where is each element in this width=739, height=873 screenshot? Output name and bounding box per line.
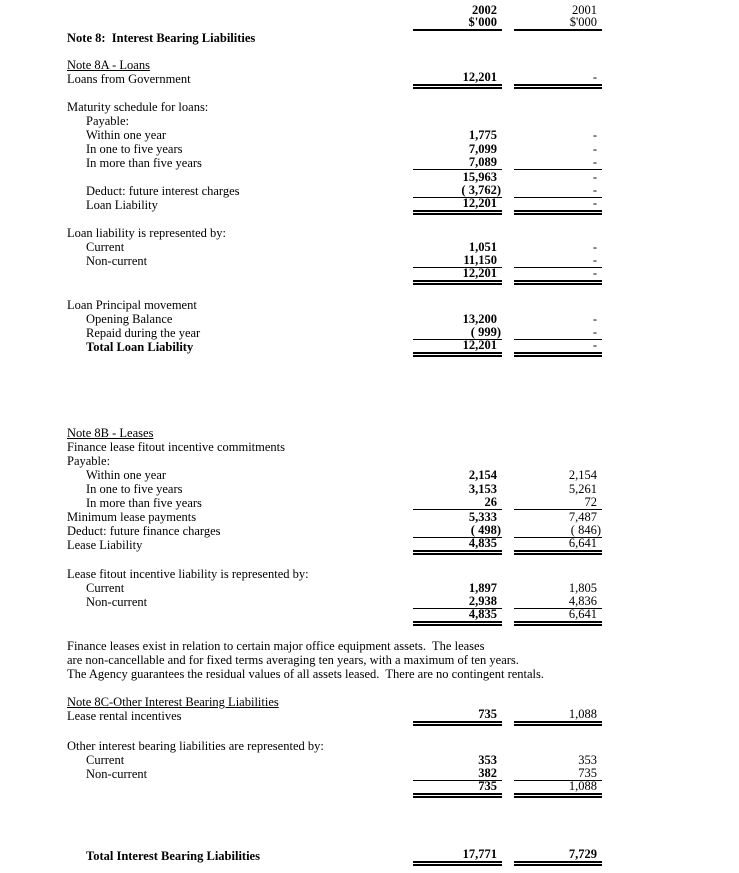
table-row	[0, 142, 602, 156]
value-2001: -	[514, 326, 602, 340]
value-2001: -	[592, 312, 597, 326]
row-label: Minimum lease payments	[67, 510, 197, 524]
row-label: Finance lease fitout incentive commitments	[67, 440, 285, 454]
value-2001: -	[592, 240, 597, 254]
value-2001: 1,088	[514, 708, 602, 723]
row-label: Finance leases exist in relation to certain major office equipment assets. The leases	[67, 639, 485, 653]
value-2001: 735	[514, 767, 602, 781]
value-2001: 4,836	[514, 595, 602, 609]
table-row	[0, 709, 602, 723]
row-label: Loans from Government	[67, 72, 191, 86]
row-label: Current	[86, 753, 125, 767]
value-2001: 2,154	[568, 468, 597, 482]
text-row	[0, 639, 602, 653]
value-2001: -	[514, 156, 602, 170]
row-label: In more than five years	[86, 156, 202, 170]
value-2002: 11,150	[413, 254, 502, 268]
spacer	[0, 795, 739, 849]
value-2001: -	[592, 142, 597, 156]
value-2002: 3,153	[468, 482, 497, 496]
value-2002: 15,963	[462, 170, 497, 184]
row-label: Non-current	[86, 595, 148, 609]
table-row	[0, 198, 602, 212]
text-row	[0, 567, 602, 581]
value-2001: -	[514, 184, 602, 198]
row-label: In one to five years	[86, 482, 183, 496]
grand-total-row	[0, 849, 602, 863]
table-row	[0, 72, 602, 86]
row-label: Non-current	[86, 254, 148, 268]
value-2001: -	[514, 267, 602, 282]
table-row	[0, 340, 602, 354]
table-row	[0, 240, 602, 254]
row-label: Repaid during the year	[86, 326, 201, 340]
table-row	[0, 156, 602, 170]
row-label: Loan Principal movement	[67, 298, 197, 312]
row-label: Deduct: future interest charges	[86, 184, 240, 198]
value-2001: 6,641	[514, 537, 602, 552]
table-row	[0, 538, 602, 552]
spacer	[0, 45, 739, 58]
value-2001: 353	[578, 753, 597, 767]
row-label: Opening Balance	[86, 312, 173, 326]
value-2002: 13,200	[462, 312, 497, 326]
row-label: Other interest bearing liabilities are represented by:	[67, 739, 324, 753]
value-2002: 735	[413, 708, 502, 723]
section-heading-row	[0, 58, 602, 72]
value-2002: 12,201	[413, 267, 502, 282]
header-unit-row	[0, 17, 602, 31]
table-row	[0, 781, 602, 795]
header-year-row	[0, 3, 602, 17]
value-2002: 7,089	[413, 156, 502, 170]
table-row	[0, 170, 602, 184]
section-heading: Note 8C-Other Interest Bearing Liabilities	[67, 695, 279, 709]
value-2001: -	[514, 254, 602, 268]
value-2002: 7,099	[468, 142, 497, 156]
value-2002: 1,775	[468, 128, 497, 142]
spacer	[0, 552, 739, 567]
value-2001: -	[514, 197, 602, 212]
value-2001: 7,729	[514, 848, 602, 863]
spacer	[0, 723, 739, 739]
table-row	[0, 581, 602, 595]
row-label: Payable:	[67, 454, 111, 468]
row-label: Payable:	[86, 114, 130, 128]
spacer	[0, 86, 739, 100]
value-2001: 1,088	[514, 780, 602, 795]
value-2002: ( 498)	[413, 524, 502, 538]
spacer	[0, 623, 739, 639]
row-label: Lease Liability	[67, 538, 143, 552]
table-row	[0, 496, 602, 510]
value-2001: 72	[514, 496, 602, 510]
text-row	[0, 100, 602, 114]
value-2001: 6,641	[514, 608, 602, 623]
value-2002: ( 999)	[413, 326, 502, 340]
table-row	[0, 128, 602, 142]
row-label: Total Loan Liability	[86, 340, 194, 354]
row-label: Within one year	[86, 128, 167, 142]
value-2002: 12,201	[413, 71, 502, 86]
value-2001: -	[592, 170, 597, 184]
value-2002: 12,201	[413, 197, 502, 212]
section-heading-row	[0, 695, 602, 709]
section-heading: Note 8A - Loans	[67, 58, 150, 72]
spacer	[0, 681, 739, 695]
value-2002: 382	[413, 767, 502, 781]
section-heading-row	[0, 426, 602, 440]
value-2002: 1,051	[468, 240, 497, 254]
text-row	[0, 667, 602, 681]
value-2002: 735	[413, 780, 502, 795]
row-label: are non-cancellable and for fixed terms averaging ten years, with a maximum of ten years.	[67, 653, 519, 667]
value-2002: 5,333	[468, 510, 497, 524]
section-heading: Note 8B - Leases	[67, 426, 154, 440]
row-label: Deduct: future finance charges	[67, 524, 221, 538]
value-2001: 1,805	[568, 581, 597, 595]
value-2002: 2002	[472, 3, 497, 17]
row-label: In more than five years	[86, 496, 202, 510]
value-2001: -	[592, 128, 597, 142]
spacer	[0, 354, 739, 426]
value-2002: ( 3,762)	[413, 184, 502, 198]
table-row	[0, 767, 602, 781]
text-row	[0, 440, 602, 454]
spacer	[0, 212, 739, 226]
row-label: Lease fitout incentive liability is represented by:	[67, 567, 309, 581]
row-label: The Agency guarantees the residual values of all assets leased. There are no contingent rentals.	[67, 667, 545, 681]
table-row	[0, 510, 602, 524]
table-row	[0, 609, 602, 623]
row-label: Loan liability is represented by:	[67, 226, 226, 240]
value-2001: -	[514, 339, 602, 354]
value-2002: 1,897	[468, 581, 497, 595]
table-row	[0, 326, 602, 340]
spacer	[0, 282, 739, 298]
row-label: Total Interest Bearing Liabilities	[86, 849, 260, 863]
row-label: Current	[86, 581, 125, 595]
value-2001: $'000	[514, 16, 602, 31]
table-row	[0, 524, 602, 538]
text-row	[0, 226, 602, 240]
value-2001: -	[514, 71, 602, 86]
table-row	[0, 184, 602, 198]
row-label: In one to five years	[86, 142, 183, 156]
value-2002: 17,771	[413, 848, 502, 863]
text-row	[0, 454, 602, 468]
row-label: Current	[86, 240, 125, 254]
table-row	[0, 268, 602, 282]
value-2002: 353	[478, 753, 497, 767]
value-2001: 7,487	[568, 510, 597, 524]
text-row	[0, 739, 602, 753]
value-2001: ( 846)	[514, 524, 602, 538]
value-2002: 4,835	[413, 608, 502, 623]
table-row	[0, 468, 602, 482]
value-2002: $'000	[413, 16, 502, 31]
note-title-row	[0, 31, 602, 45]
table-row	[0, 254, 602, 268]
row-label: Within one year	[86, 468, 167, 482]
text-row	[0, 653, 602, 667]
row-label: Lease rental incentives	[67, 709, 182, 723]
text-row	[0, 114, 602, 128]
value-2001: 2001	[572, 3, 597, 17]
value-2002: 2,938	[413, 595, 502, 609]
table-row	[0, 595, 602, 609]
value-2001: 5,261	[568, 482, 597, 496]
row-label: Note 8: Interest Bearing Liabilities	[67, 31, 256, 45]
row-label: Non-current	[86, 767, 148, 781]
value-2002: 2,154	[468, 468, 497, 482]
value-2002: 12,201	[413, 339, 502, 354]
row-label: Loan Liability	[86, 198, 158, 212]
table-row	[0, 753, 602, 767]
row-label: Maturity schedule for loans:	[67, 100, 209, 114]
text-row	[0, 298, 602, 312]
table-row	[0, 482, 602, 496]
value-2002: 4,835	[413, 537, 502, 552]
table-row	[0, 312, 602, 326]
value-2002: 26	[413, 496, 502, 510]
